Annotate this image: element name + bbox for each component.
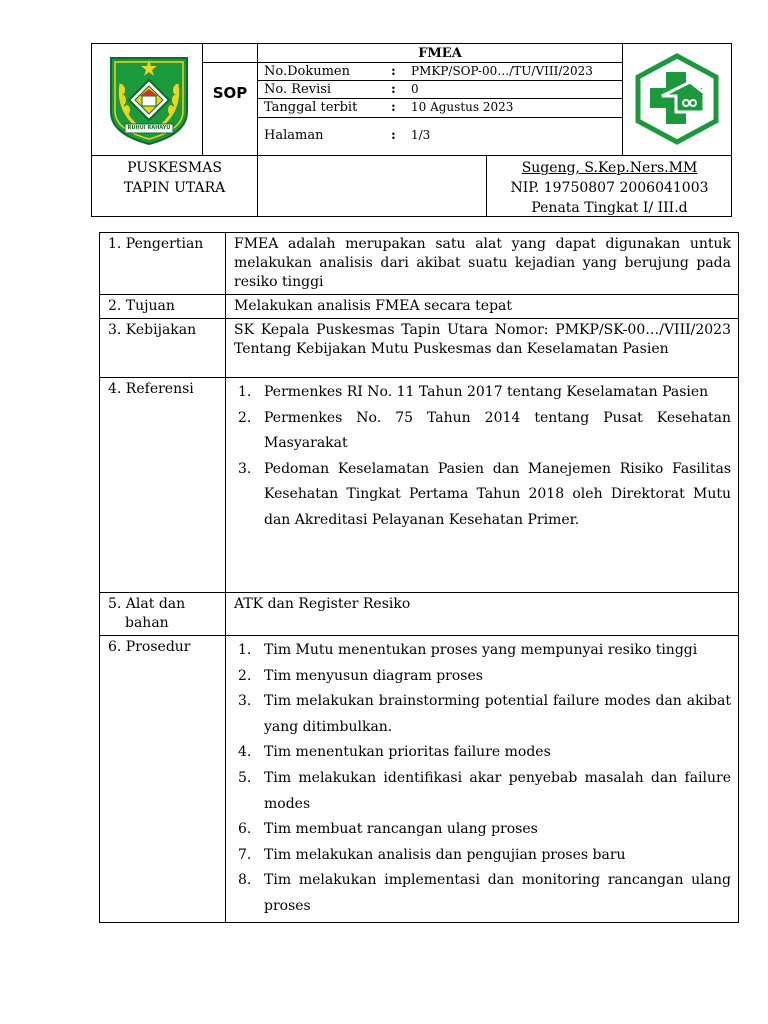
list-number: 2. [238,409,252,426]
row-label: 6. Prosedur [100,636,226,923]
list-text: Tim membuat rancangan ulang proses [264,821,538,838]
signatory-nip: NIP. 19750807 2006041003 [510,180,709,196]
list-number: 3. [238,460,252,477]
list-number: 3. [238,693,252,710]
row-label: 3. Kebijakan [100,319,226,378]
row-content [226,636,739,923]
list-item [234,406,731,457]
sop-content-table [99,232,739,923]
divider [257,156,258,216]
pengertian-text: FMEA adalah merupakan satu alat yang dapat digunakan untuk melakukan analisis dari akibat suatu kejadian yang berujung pada resiko tinggi [234,236,731,290]
divider [257,117,622,118]
row-label-line: bahan [125,615,169,631]
org-line: PUSKESMAS [127,160,222,176]
header-top-box [91,43,732,156]
row-label: 4. Referensi [100,378,226,593]
regency-emblem-logo [107,54,191,146]
list-item [234,843,731,869]
list-item [234,766,731,817]
meta-colon: : [391,64,396,79]
table-row [100,295,739,319]
list-number: 8. [238,872,252,889]
org-line: TAPIN UTARA [123,180,226,196]
meta-colon: : [391,100,396,115]
list-number: 7. [238,846,252,863]
signatory-name: Sugeng, S.Kep.Ners.MM [521,160,698,176]
meta-label: Halaman [264,128,324,143]
list-item [234,638,731,664]
divider [257,98,622,99]
meta-value: 10 Agustus 2023 [411,100,514,114]
divider [202,62,622,63]
list-item [234,380,731,406]
puskesmas-logo [632,52,722,146]
header-bottom-box [91,155,732,217]
sop-label: SOP [212,84,248,102]
list-number: 4. [238,744,252,761]
row-label: 2. Tujuan [100,295,226,319]
emblem-motto: RUHUI RAHAYU [127,125,171,131]
list-item [234,817,731,843]
list-text: Tim melakukan analisis dan pengujian proses baru [264,846,626,863]
list-text: Tim Mutu menentukan proses yang mempunyai resiko tinggi [264,642,698,658]
list-item [234,868,731,919]
row-content [226,378,739,593]
sop-header [91,43,732,217]
list-item [234,457,731,534]
meta-value: 0 [411,82,419,96]
table-row [100,319,739,378]
divider [257,80,622,81]
signatory-rank: Penata Tingkat I/ III.d [531,200,688,216]
alat-text: ATK dan Register Resiko [234,596,411,612]
table-row [100,233,739,295]
list-number: 5. [238,769,252,786]
list-text: Tim melakukan identifikasi akar penyebab masalah dan failure modes [264,769,731,812]
list-item [234,664,731,690]
divider [486,156,487,216]
referensi-list [234,380,731,534]
meta-label: No.Dokumen [264,64,350,79]
list-text: Tim melakukan implementasi dan monitoring rancangan ulang proses [264,872,731,914]
list-number: 6. [238,821,252,838]
table-row [100,636,739,923]
signatory-block [488,158,731,218]
divider [202,44,203,155]
list-number: 1. [238,642,252,658]
list-text: Tim menentukan prioritas failure modes [264,744,551,761]
table-row [100,593,739,636]
document-title: FMEA [418,46,462,61]
row-content [226,233,739,295]
meta-label: Tanggal terbit [264,100,358,115]
tujuan-text: Melakukan analisis FMEA secara tepat [234,298,513,314]
row-content [226,295,739,319]
meta-value: 1/3 [411,128,431,142]
list-number: 1. [238,384,252,400]
prosedur-list [234,638,731,920]
organization-name [92,158,257,198]
row-content [226,319,739,378]
list-item [234,689,731,740]
row-label: 1. Pengertian [100,233,226,295]
list-text: Tim melakukan brainstorming potential failure modes dan akibat yang ditimbulkan. [264,693,731,735]
row-label [100,593,226,636]
list-text: Tim menyusun diagram proses [264,667,483,684]
list-text: Permenkes RI No. 11 Tahun 2017 tentang Keselamatan Pasien [264,384,709,400]
row-content [226,593,739,636]
meta-colon: : [391,82,396,97]
row-label-line: 5. Alat dan [108,596,186,612]
list-number: 2. [238,667,252,684]
table-row [100,378,739,593]
kebijakan-text: SK Kepala Puskesmas Tapin Utara Nomor: PMKP/SK-00…/VIII/2023 Tentang Kebijakan Mutu Puskesmas dan Keselamatan Pasien [234,322,731,357]
list-text: Pedoman Keselamatan Pasien dan Manejemen Risiko Fasilitas Kesehatan Tingkat Pertama Tahun 2018 oleh Direktorat Mutu dan Akreditasi Pelayanan Kesehatan Primer. [264,460,731,528]
meta-label: No. Revisi [264,82,332,97]
meta-colon: : [391,128,396,143]
list-item [234,740,731,766]
meta-value: PMKP/SOP-00…/TU/VIII/2023 [411,64,593,78]
list-text: Permenkes No. 75 Tahun 2014 tentang Pusat Kesehatan Masyarakat [264,409,731,452]
